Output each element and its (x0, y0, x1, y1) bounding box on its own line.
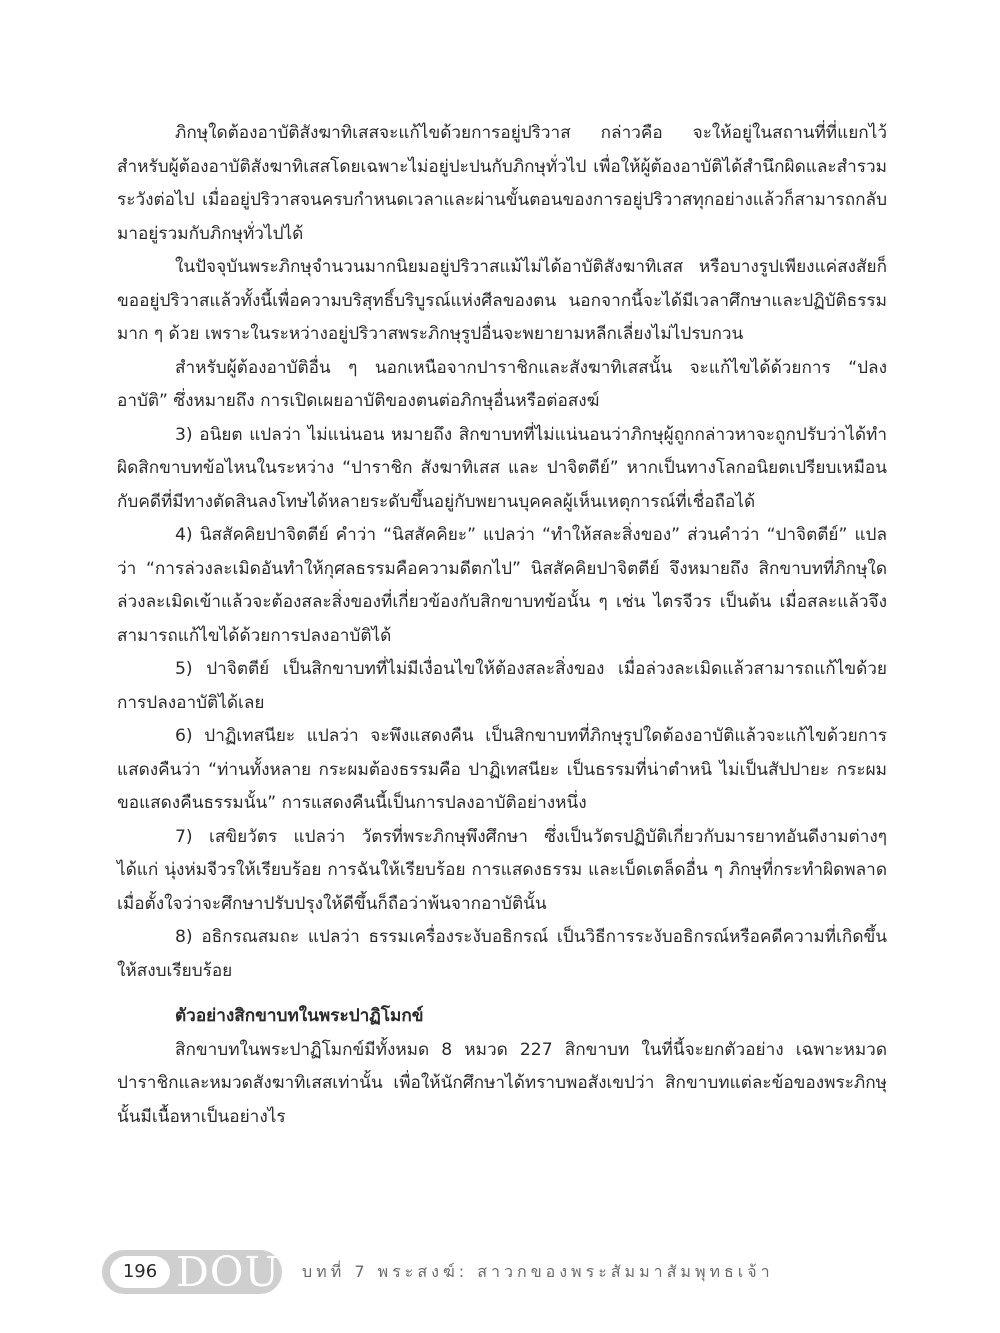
page-footer (102, 1250, 902, 1294)
body-text (117, 117, 887, 1134)
paragraph-parivasa: ภิกษุใดต้องอาบัติสังฆาทิเสสจะแก้ไขด้วยการอยู่ปริวาส กล่าวคือ จะให้อยู่ในสถานที่ที่แยกไว้สำหรับผู้ต้องอาบัติสังฆาทิเสสโดยเฉพาะไม่อยู่ปะปนกับภิกษุทั่วไป เพื่อให้ผู้ต้องอาบัติได้สำนึกผิดและสำรวมระวังต่อไป เมื่ออยู่ปริวาสจนครบกำหนดเวลาและผ่านขั้นตอนของการอยู่ปริวาสทุกอย่างแล้วก็สามารถกลับมาอยู่รวมกับภิกษุทั่วไปได้ (117, 123, 887, 244)
paragraph-nissaggiya: 4) นิสสัคคิยปาจิตตีย์ คำว่า “นิสสัคคิยะ” แปลว่า “ทำให้สละสิ่งของ” ส่วนคำว่า “ปาจิตตีย์” แปลว่า “การล่วงละเมิดอันทำให้กุศลธรรมคือความดีตกไป” นิสสัคคิยปาจิตตีย์ จึงหมายถึง สิกขาบทที่ภิกษุใดล่วงละเมิดเข้าแล้วจะต้องสละสิ่งของที่เกี่ยวข้องกับสิกขาบทข้อนั้น ๆ เช่น ไตรจีวร เป็นต้น เมื่อสละแล้วจึงสามารถแก้ไขได้ด้วยการปลงอาบัติได้ (117, 525, 887, 646)
paragraph-present-day: ในปัจจุบันพระภิกษุจำนวนมากนิยมอยู่ปริวาสแม้ไม่ได้อาบัติสังฆาทิเสส หรือบางรูปเพียงแค่สงสัยก็ขออยู่ปริวาสแล้วทั้งนี้เพื่อความบริสุทธิ์บริบูรณ์แห่งศีลของตน นอกจากนี้จะได้มีเวลาศึกษาและปฏิบัติธรรมมาก ๆ ด้วย เพราะในระหว่างอยู่ปริวาสพระภิกษุรูปอื่นจะพยายามหลีกเลี่ยงไม่ไปรบกวน (117, 257, 887, 344)
paragraph-section-intro: สิกขาบทในพระปาฏิโมกข์มีทั้งหมด 8 หมวด 227 สิกขาบท ในที่นี้จะยกตัวอย่าง เฉพาะหมวดปาราชิกและหมวดสังฆาทิเสสเท่านั้น เพื่อให้นักศึกษาได้ทราบพอสังเขปว่า สิกขาบทแต่ละข้อของพระภิกษุนั้นมีเนื้อหาเป็นอย่างไร (117, 1039, 887, 1127)
section-heading: ตัวอย่างสิกขาบทในพระปาฏิโมกข์ (175, 1006, 424, 1026)
paragraph-confession: สำหรับผู้ต้องอาบัติอื่น ๆ นอกเหนือจากปาราชิกและสังฆาทิเสสนั้น จะแก้ไขได้ด้วยการ “ปลงอาบัติ” ซึ่งหมายถึง การเปิดเผยอาบัติของตนต่อภิกษุอื่นหรือต่อสงฆ์ (117, 357, 887, 411)
footer-badge (102, 1250, 282, 1294)
paragraph-aniyata: 3) อนิยต แปลว่า ไม่แน่นอน หมายถึง สิกขาบทที่ไม่แน่นอนว่าภิกษุผู้ถูกกล่าวหาจะถูกปรับว่าได้ทำผิดสิกขาบทข้อไหนในระหว่าง “ปาราชิก สังฆาทิเสส และ ปาจิตตีย์” หากเป็นทางโลกอนิยตเปรียบเหมือนกับคดีที่มีทางตัดสินลงโทษได้หลายระดับขึ้นอยู่กับพยานบุคคลผู้เห็นเหตุการณ์ที่เชื่อถือได้ (117, 424, 887, 512)
page-number: 196 (110, 1256, 170, 1288)
paragraph-adhikarana: 8) อธิกรณสมถะ แปลว่า ธรรมเครื่องระงับอธิกรณ์ เป็นวิธีการระงับอธิกรณ์หรือคดีความที่เกิดขึ้นให้สงบเรียบร้อย (117, 927, 887, 981)
paragraph-patidesaniya: 6) ปาฏิเทสนียะ แปลว่า จะพึงแสดงคืน เป็นสิกขาบทที่ภิกษุรูปใดต้องอาบัติแล้วจะแก้ไขด้วยการแสดงคืนว่า “ท่านทั้งหลาย กระผมต้องธรรมคือ ปาฏิเทสนียะ เป็นธรรมที่น่าตำหนิ ไม่เป็นสัปปายะ กระผมขอแสดงคืนธรรมนั้น” การแสดงคืนนี้เป็นการปลงอาบัติอย่างหนึ่ง (117, 726, 887, 813)
paragraph-pacittiya: 5) ปาจิตตีย์ เป็นสิกขาบทที่ไม่มีเงื่อนไขให้ต้องสละสิ่งของ เมื่อล่วงละเมิดแล้วสามารถแก้ไขด้วยการปลงอาบัติได้เลย (117, 659, 887, 713)
chapter-title: บทที่ 7 พระสงฆ์: สาวกของพระสัมมาสัมพุทธเจ้า (302, 1262, 774, 1281)
paragraph-sekhiya: 7) เสขิยวัตร แปลว่า วัตรที่พระภิกษุพึงศึกษา ซึ่งเป็นวัตรปฏิบัติเกี่ยวกับมารยาทอันดีงามต่างๆ ได้แก่ นุ่งห่มจีวรให้เรียบร้อย การฉันให้เรียบร้อย การแสดงธรรม และเบ็ดเตล็ดอื่น ๆ ภิกษุที่กระทำผิดพลาดเมื่อตั้งใจว่าจะศึกษาปรับปรุงให้ดีขึ้นก็ถือว่าพ้นจากอาบัตินั้น (117, 826, 887, 914)
dou-logo: DOU (176, 1248, 281, 1296)
